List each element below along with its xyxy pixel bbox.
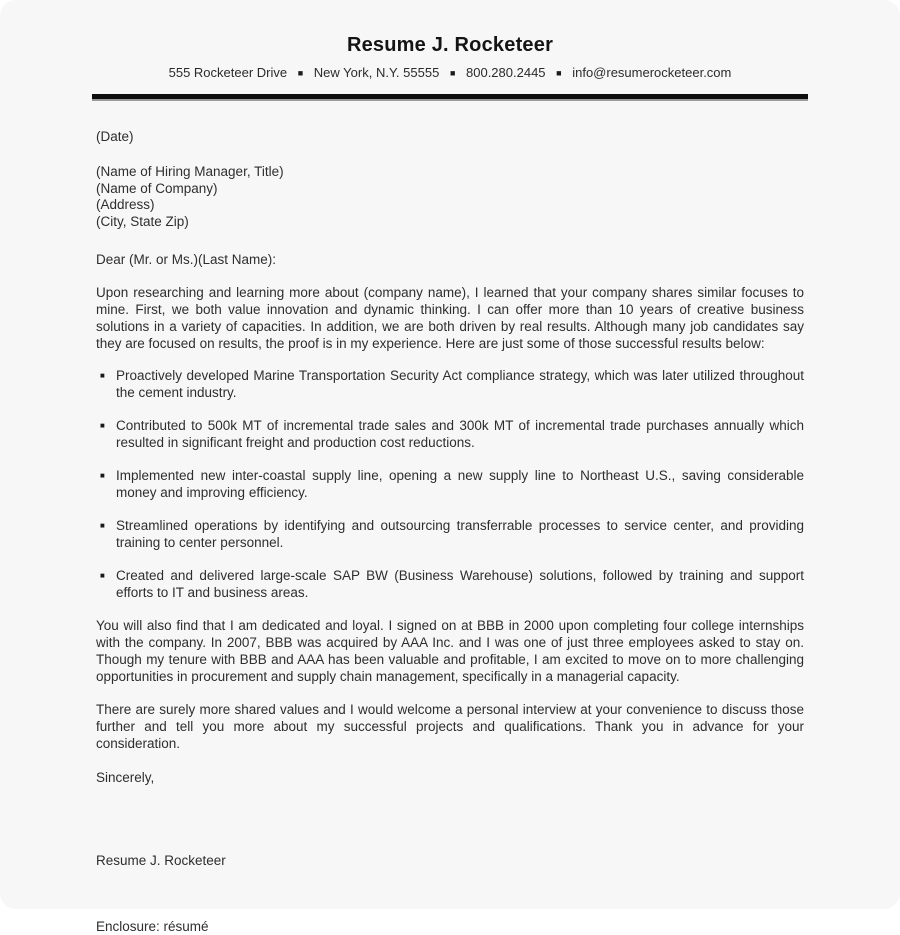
contact-phone: 800.280.2445 <box>466 65 546 80</box>
list-item <box>96 467 804 501</box>
contact-email: info@resumerocketeer.com <box>572 65 732 80</box>
square-separator-icon: ■ <box>297 68 304 78</box>
square-bullet-icon: ■ <box>100 571 105 580</box>
list-item <box>96 517 804 551</box>
loyalty-paragraph: You will also find that I am dedicated and loyal. I signed on at BBB in 2000 upon completing four college internships with the company. In 2007, BBB was acquired by AAA Inc. and I was one of just three employees asked to stay on. Though my tenure with BBB and AAA has been valuable and profitable, I am excited to move on to more challenging opportunities in procurement and supply chain management, specifically in a managerial capacity. <box>96 618 804 684</box>
salutation: Dear (Mr. or Ms.)(Last Name): <box>96 252 277 267</box>
letterhead-name: Resume J. Rocketeer <box>346 34 554 56</box>
recipient-line-city-state-zip: (City, State Zip) <box>96 213 189 229</box>
closing-paragraph: There are surely more shared values and I would welcome a personal interview at your convenience to discuss those further and tell you more about my successful projects and qualifications. Thank you in advance for your consideration. <box>96 702 804 751</box>
list-item <box>96 567 804 601</box>
square-bullet-icon: ■ <box>100 471 105 480</box>
letterhead <box>0 0 900 101</box>
signature-name: Resume J. Rocketeer <box>96 853 226 868</box>
header-divider-rule <box>92 94 808 101</box>
enclosure-note: Enclosure: résumé <box>96 919 209 934</box>
bullet-text: Created and delivered large-scale SAP BW (Business Warehouse) solutions, followed by training and support efforts to IT and business areas. <box>116 568 804 600</box>
square-bullet-icon: ■ <box>100 371 105 380</box>
letter-body <box>0 101 900 935</box>
recipient-block <box>96 164 804 230</box>
valediction: Sincerely, <box>96 770 155 785</box>
square-bullet-icon: ■ <box>100 521 105 530</box>
letterhead-contact-line <box>0 65 900 81</box>
results-bullet-list <box>96 367 804 601</box>
bullet-text: Streamlined operations by identifying and outsourcing transferrable processes to service center, and providing training to center personnel. <box>116 518 804 550</box>
square-separator-icon: ■ <box>449 68 456 78</box>
contact-city: New York, N.Y. 55555 <box>313 65 440 80</box>
list-item <box>96 367 804 401</box>
bullet-text: Contributed to 500k MT of incremental trade sales and 300k MT of incremental trade purchases annually which resulted in significant freight and production cost reductions. <box>116 418 804 450</box>
recipient-line-company: (Name of Company) <box>96 180 218 196</box>
recipient-line-address: (Address) <box>96 197 155 212</box>
list-item <box>96 417 804 451</box>
intro-paragraph: Upon researching and learning more about (company name), I learned that your company shares similar focuses to mine. First, we both value innovation and dynamic thinking. I can offer more than 10 years of creative business solutions in a variety of capacities. In addition, we are both driven by real results. Although many job candidates say they are focused on results, the proof is in my experience. Here are just some of those successful results below: <box>96 285 804 351</box>
bullet-text: Implemented new inter-coastal supply line, opening a new supply line to Northeast U.S., saving considerable money and improving efficiency. <box>116 468 804 500</box>
date-placeholder: (Date) <box>96 129 134 144</box>
contact-address: 555 Rocketeer Drive <box>168 65 288 80</box>
recipient-line-hiring-manager: (Name of Hiring Manager, Title) <box>96 164 284 179</box>
square-separator-icon: ■ <box>556 68 562 78</box>
bullet-text: Proactively developed Marine Transportation Security Act compliance strategy, which was later utilized throughout the cement industry. <box>116 368 804 400</box>
square-bullet-icon: ■ <box>100 421 105 430</box>
